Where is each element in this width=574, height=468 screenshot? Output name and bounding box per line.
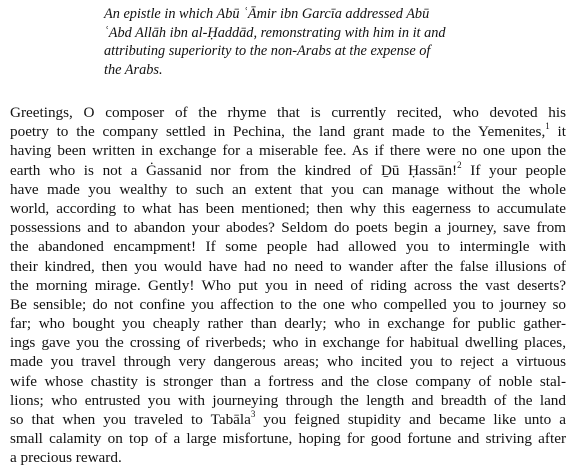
body-line-text: poetry to the company settled in Pechina, the land grant made to the Yemenites, (10, 123, 546, 141)
body-line-text: small calamity on top of a large misfortune, hoping for good fortune and striving after (10, 430, 566, 448)
body-line-text: the morning mirage. Gently! Who put you in need of riding across the vast deserts? (10, 276, 566, 294)
footnote-marker: 2 (457, 159, 462, 170)
body-line (10, 410, 566, 429)
body-line (10, 103, 566, 122)
body-line-text: earth who is not a Ġassanid nor from the kindred of Ḏū Ḥassān! (10, 161, 458, 179)
body-line (10, 161, 566, 180)
body-line (10, 237, 566, 256)
body-line-text: their kindred, then you would have had no need to wander after the false illusions of (10, 257, 566, 275)
body-line-text: made you travel through very dangerous areas; who incited you to reject a virtuous (10, 353, 566, 371)
body-line-text: a precious reward. (10, 449, 122, 467)
body-line (10, 314, 566, 333)
footnote-marker: 3 (250, 408, 256, 419)
body-line-text: far; who bought you cheaply rather than dearly; who in exchange for public gather- (10, 315, 566, 333)
body-line (10, 276, 566, 295)
body-line-text: possessions and to abandon your abodes? Seldom do poets begin a journey, save from (10, 219, 566, 237)
body-line-text: Greetings, O composer of the rhyme that is currently recited, who devoted his (10, 104, 566, 121)
body-line (10, 448, 566, 467)
body-line-text: Be sensible; do not confine you affection to the one who compelled you to journey so (10, 295, 566, 313)
heading-line: An epistle in which Abū ʿĀmir ibn Garcīa addressed Abū (104, 6, 430, 22)
body-line-text: it (549, 123, 566, 141)
body-line (10, 391, 566, 410)
body-line-text: you feigned stupidity and became like unto a (255, 411, 566, 428)
body-line (10, 257, 566, 276)
heading-line: attributing superiority to the non-Arabs at the expense of (104, 43, 431, 60)
body-line-text: having been written in exchange for a miserable fee. As if there were no one upon the (10, 142, 566, 160)
body-line (10, 429, 566, 448)
body-line (10, 199, 566, 218)
body-line-text: the abandoned encampment! If some people had allowed you to intermingle with (10, 238, 566, 256)
footnote-marker: 1 (545, 121, 550, 132)
body-line (10, 180, 566, 199)
epistle-heading (104, 5, 524, 80)
body-line-text: world, according to what has been mentioned; then why this eagerness to accumulate (10, 199, 566, 217)
body-line-text: so that when you traveled to Tabāla (10, 411, 251, 428)
body-line-text: lions; who entrusted you with journeying through the length and breadth of the land (10, 391, 566, 409)
body-line (10, 295, 566, 314)
body-line (10, 141, 566, 160)
body-line-text: ings gave you the crossing of riverbeds; who in exchange for habitual dwelling places, (10, 334, 566, 352)
body-line (10, 372, 566, 391)
body-line (10, 218, 566, 237)
body-line (10, 352, 566, 371)
heading-line: ʿAbd Allāh ibn al-Ḥaddād, remonstrating with him in it and (104, 24, 446, 41)
body-line-text: If your people (461, 161, 566, 179)
heading-line: the Arabs. (104, 62, 163, 79)
body-line (10, 333, 566, 352)
body-line-text: wife whose chastity is stronger than a fortress and the close company of noble stal- (10, 372, 566, 390)
body-line-text: have made you wealthy to such an extent that you can manage without the whole (10, 180, 566, 198)
epistle-body (10, 103, 566, 468)
body-line (10, 122, 566, 141)
